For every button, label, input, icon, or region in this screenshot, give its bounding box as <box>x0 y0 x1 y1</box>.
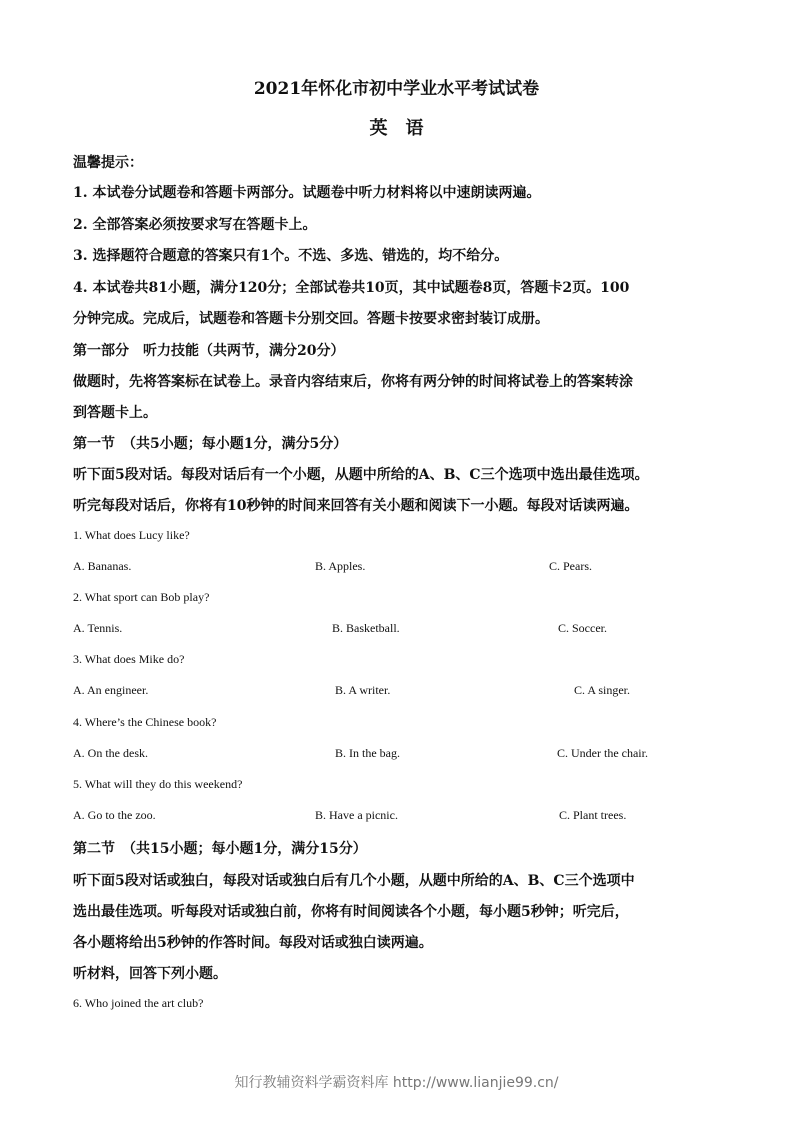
section1-heading: 第一节 （共5小题；每小题1分，满分5分） <box>73 436 348 452</box>
notice-item: 分钟完成。完成后，试题卷和答题卡分别交回。答题卡按要求密封装订成册。 <box>73 311 549 327</box>
question-3: 3. What does Mike do? <box>73 652 185 666</box>
q4-option-b: B. In the bag. <box>335 746 400 760</box>
notice-item: 1. 本试卷分试题卷和答题卡两部分。试题卷中听力材料将以中速朗读两遍。 <box>73 185 541 201</box>
notice-item: 4. 本试卷共81小题，满分120分；全部试卷共10页，其中试题卷8页，答题卡2页。100 <box>73 280 630 296</box>
notice-heading: 温馨提示： <box>73 155 143 171</box>
section2-instruction: 各小题将给出5秒钟的作答时间。每段对话或独白读两遍。 <box>73 935 433 951</box>
q1-option-c: C. Pears. <box>549 559 592 573</box>
q5-option-b: B. Have a picnic. <box>315 808 398 822</box>
question-5: 5. What will they do this weekend? <box>73 777 243 791</box>
question-4: 4. Where’s the Chinese book? <box>73 715 217 729</box>
subject-title: 英 语 <box>369 118 424 139</box>
section1-instruction: 听完每段对话后，你将有10秒钟的时间来回答有关小题和阅读下一小题。每段对话读两遍。 <box>73 498 639 514</box>
q1-option-b: B. Apples. <box>315 559 366 573</box>
q3-option-a: A. An engineer. <box>73 683 149 697</box>
q3-option-b: B. A writer. <box>335 683 391 697</box>
q5-option-a: A. Go to the zoo. <box>73 808 156 822</box>
section2-instruction: 听下面5段对话或独白，每段对话或独白后有几个小题，从题中所给的A、B、C三个选项中 <box>73 873 635 889</box>
part1-heading: 第一部分 听力技能（共两节，满分20分） <box>73 343 345 359</box>
section2-heading: 第二节 （共15小题；每小题1分，满分15分） <box>73 841 367 857</box>
q3-option-c: C. A singer. <box>574 683 631 697</box>
part1-instruction: 到答题卡上。 <box>73 405 157 421</box>
section1-instruction: 听下面5段对话。每段对话后有一个小题，从题中所给的A、B、C三个选项中选出最佳选项。 <box>73 467 649 483</box>
notice-item: 3. 选择题符合题意的答案只有1个。不选、多选、错选的，均不给分。 <box>73 248 509 264</box>
question-2: 2. What sport can Bob play? <box>73 590 210 604</box>
question-1: 1. What does Lucy like? <box>73 528 190 542</box>
q2-option-c: C. Soccer. <box>558 621 607 635</box>
question-6: 6. Who joined the art club? <box>73 996 204 1010</box>
q4-option-a: A. On the desk. <box>73 746 148 760</box>
section2-instruction: 选出最佳选项。听每段对话或独白前，你将有时间阅读各个小题，每小题5秒钟；听完后， <box>73 904 629 920</box>
q1-option-a: A. Bananas. <box>73 559 132 573</box>
notice-item: 2. 全部答案必须按要求写在答题卡上。 <box>73 217 317 233</box>
q5-option-c: C. Plant trees. <box>559 808 627 822</box>
part1-instruction: 做题时，先将答案标在试卷上。录音内容结束后，你将有两分钟的时间将试卷上的答案转涂 <box>73 374 633 390</box>
q2-option-a: A. Tennis. <box>73 621 123 635</box>
exam-title: 2021年怀化市初中学业水平考试试卷 <box>253 79 540 99</box>
q2-option-b: B. Basketball. <box>332 621 400 635</box>
section2-prompt: 听材料，回答下列小题。 <box>73 966 227 982</box>
footer-watermark: 知行教辅资料学霸资料库 http://www.lianjie99.cn/ <box>234 1075 559 1091</box>
q4-option-c: C. Under the chair. <box>557 746 648 760</box>
